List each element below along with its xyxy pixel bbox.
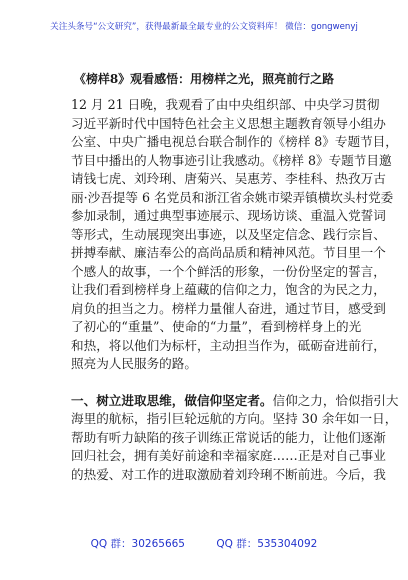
body-line: 等形式，生动展现突出事迹，以及坚定信念、践行宗旨、 — [71, 226, 386, 242]
body-line: 公室、中央广播电视总台联合制作的《榜样 8》专题节目， — [71, 134, 398, 149]
section-heading-line — [71, 392, 399, 411]
footer-contacts — [0, 536, 408, 551]
body-line: 让我们看到榜样身上蕴藏的信仰之力，饱含的为民之力， — [71, 282, 386, 297]
qq-group-1: QQ 群：30265665 — [90, 538, 185, 550]
header-banner: 关注头条号“公文研究”，获得最新最全最专业的公文资料库！ 微信：gongwenyj — [50, 22, 358, 32]
document-body — [71, 96, 399, 484]
body-line: 个感人的故事，一个个鲜活的形象，一份份坚定的誓言， — [71, 263, 386, 279]
body-line: 和热，将以他们为标杆，主动担当作为，砥砺奋进前行， — [71, 337, 386, 353]
body-line: 参加录制，通过典型事迹展示、现场访谈、重温入党誓词 — [71, 208, 386, 223]
body-line: 帮助有听力缺陷的孩子训练正常说话的能力，让他们逐渐 — [71, 429, 386, 445]
body-line: 习近平新时代中国特色社会主义思想主题教育领导小组办 — [71, 115, 386, 131]
body-line: 12 月 21 日晚，我观看了由中央组织部、中央学习贯彻 — [71, 97, 380, 112]
qq-group-2: QQ 群：535304092 — [216, 538, 318, 550]
section-heading: 一、树立进取思维，做信仰坚定者。 — [71, 392, 273, 408]
body-line: 请钱七虎、刘玲琍、唐菊兴、吴惠芳、李桂科、热孜万古 — [71, 171, 386, 186]
body-line: 丽·沙吾提等 6 名党员和浙江省余姚市梁弄镇横坎头村党委 — [71, 189, 394, 205]
body-line: 回归社会，拥有美好前途和幸福家庭……正是对自己事业 — [71, 448, 386, 463]
body-line: 节目中播出的人物事迹引让我感动。《榜样 8》专题节目邀 — [71, 152, 392, 168]
body-line: 的热爱、对工作的进取激励着刘玲琍不断前进。今后，我 — [71, 466, 386, 482]
body-line: 了初心的“重量”、使命的“力量”，看到榜样身上的光 — [71, 319, 362, 334]
body-line: 海里的航标，指引巨轮远航的方向。坚持 30 余年如一日， — [71, 411, 398, 426]
body-line-fragment: 信仰之力，恰似指引大 — [272, 392, 399, 408]
body-line: 拼搏奉献、廉洁奉公的高尚品质和精神风范。节目里一个 — [71, 245, 386, 260]
document-title: 《榜样8》观看感悟：用榜样之光，照亮前行之路 — [73, 72, 335, 86]
body-line: 照亮为人民服务的路。 — [71, 356, 197, 371]
body-line: 肩负的担当之力。榜样力量催人奋进，通过节目，感受到 — [71, 300, 386, 316]
